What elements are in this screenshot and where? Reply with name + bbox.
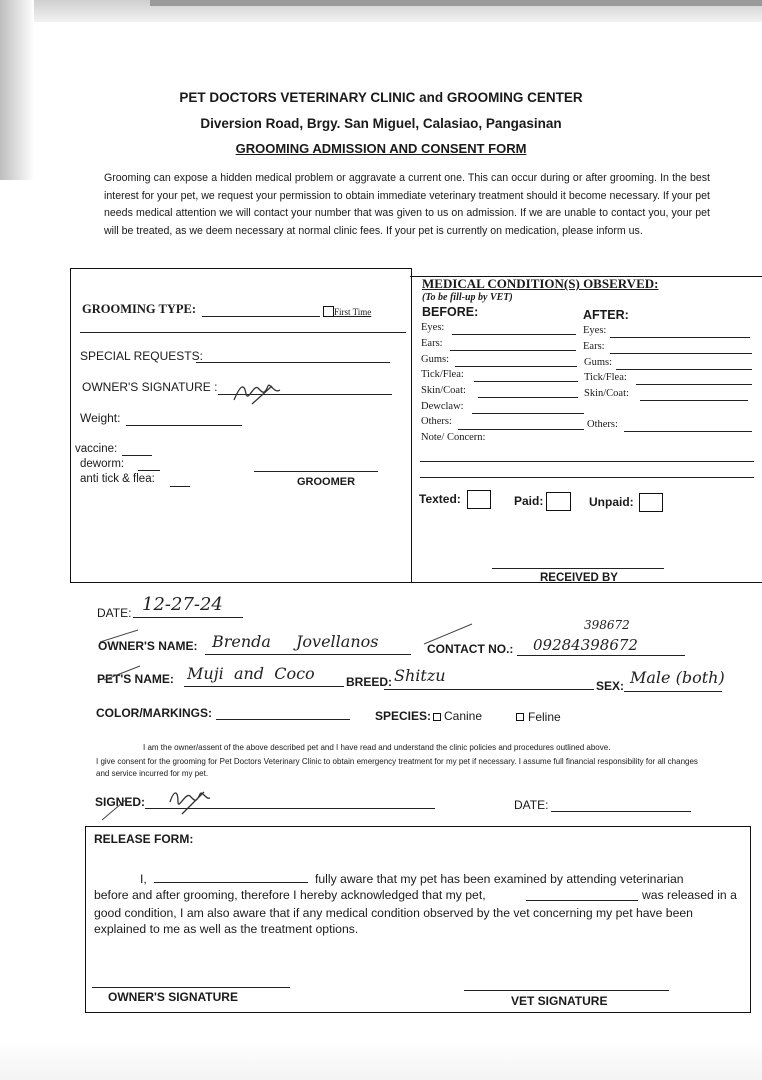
page-bottom-shade [0,1040,762,1080]
after-item: Ears: [583,341,605,352]
deworm-line[interactable] [138,470,160,471]
before-label: BEFORE: [422,305,479,319]
owner-first-name: Brenda [212,632,271,651]
vaccine-label: vaccine: [75,443,118,455]
grooming-type-label: GROOMING TYPE: [82,302,197,316]
owner-name-label: OWNER'S NAME: [98,639,198,653]
before-line[interactable] [452,334,576,335]
texted-checkbox[interactable] [467,490,491,509]
breed-value: Shitzu [394,666,446,685]
before-item: Skin/Coat: [421,385,466,396]
before-line[interactable] [474,381,578,382]
clinic-name: PET DOCTORS VETERINARY CLINIC and GROOMING CENTER [179,90,583,105]
after-line[interactable] [636,384,752,385]
weight-line[interactable] [126,425,242,426]
before-item: Ears: [421,338,443,349]
weight-label: Weight: [80,411,121,425]
note-line[interactable] [420,477,754,478]
sex-line[interactable] [624,691,722,692]
release-text-i: I, [140,872,147,886]
after-item: Tick/Flea: [584,372,627,383]
before-line[interactable] [450,350,576,351]
received-by-label: RECEIVED BY [540,572,618,584]
first-time-checkbox[interactable] [323,306,334,317]
release-owner-signature-line[interactable] [92,987,290,988]
release-text-2: fully aware that my pet has been examined by attending veterinarian [315,872,684,886]
canine-label: Canine [444,709,483,723]
release-pet-line[interactable] [526,900,638,901]
owner-signature-mark-2 [98,784,218,824]
feline-label: Feline [528,710,561,724]
release-owner-signature-label: OWNER'S SIGNATURE [108,990,238,1004]
before-item: Eyes: [421,322,445,333]
deworm-label: deworm: [80,458,125,470]
grooming-type-line[interactable] [202,316,320,317]
release-text-3: before and after grooming, therefore I hereby acknowledged that my pet, [94,888,486,902]
before-line[interactable] [472,413,584,414]
owner-signature-mark-1 [228,378,288,408]
species-label: SPECIES: [375,709,432,723]
page-edge-dark [150,0,762,6]
form-title: GROOMING ADMISSION AND CONSENT FORM [235,141,527,156]
before-item: Gums: [421,354,450,365]
antitick-label: anti tick & flea: [80,473,155,485]
after-line[interactable] [610,337,750,338]
after-item: Gums: [584,357,613,368]
release-title: RELEASE FORM: [94,832,194,846]
unpaid-checkbox[interactable] [639,493,663,512]
after-item: Others: [587,419,618,430]
contact-label: CONTACT NO.: [427,642,514,656]
consent-date-label: DATE: [514,798,549,812]
grooming-type-line-2[interactable] [80,332,406,333]
vet-signature-line[interactable] [464,990,669,991]
color-markings-label: COLOR/MARKINGS: [96,706,212,720]
canine-checkbox[interactable] [433,713,441,721]
contact-note: 398672 [584,618,630,632]
sex-value: Male (both) [630,668,725,687]
signed-label: SIGNED: [95,795,146,809]
paid-checkbox[interactable] [546,492,571,511]
groomer-label: GROOMER [297,476,356,488]
before-line[interactable] [458,429,584,430]
received-by-line[interactable] [492,568,664,569]
medical-subtitle: (To be fill-up by VET) [422,292,513,303]
before-line[interactable] [478,397,578,398]
release-name-line[interactable] [154,882,308,883]
after-line[interactable] [616,369,752,370]
sex-label: SEX: [596,679,625,693]
note-line[interactable] [420,461,754,462]
after-line[interactable] [610,353,752,354]
after-line[interactable] [640,400,748,401]
after-item: Eyes: [583,325,607,336]
release-text-5: good condition, I am also aware that if any medical condition observed by the vet concerning my pet have been explained to me as well as the treatment options. [94,906,693,936]
special-requests-label: SPECIAL REQUESTS: [80,349,203,363]
antitick-line[interactable] [170,486,190,487]
vet-signature-label: VET SIGNATURE [511,994,608,1008]
contact-strike-mark [420,620,480,650]
after-item: Skin/Coat: [584,388,629,399]
breed-line[interactable] [384,689,594,690]
paid-label: Paid: [514,494,544,508]
vaccine-line[interactable] [122,455,152,456]
date-value: 12-27-24 [142,594,223,615]
date-line[interactable] [133,617,243,618]
owner-last-name: Jovellanos [296,632,379,651]
feline-checkbox[interactable] [516,713,524,721]
contact-value: 09284398672 [533,636,638,654]
clinic-address: Diversion Road, Brgy. San Miguel, Calasiao, Pangasinan [200,116,562,131]
breed-label: BREED: [346,675,393,689]
owner-signature-label: OWNER'S SIGNATURE : [82,380,218,394]
pet-name-value: Muji and Coco [187,664,315,683]
before-item: Dewclaw: [421,401,464,412]
special-requests-line[interactable] [196,362,390,363]
unpaid-label: Unpaid: [589,495,634,509]
release-text-4: was released in a [642,888,737,902]
before-line[interactable] [455,366,577,367]
date-label: DATE: [97,606,132,620]
color-markings-line[interactable] [216,719,350,720]
contact-line[interactable] [517,655,685,656]
groomer-line[interactable] [254,471,378,472]
strike-marks [100,620,240,690]
consent-text-1: I am the owner/assent of the above described pet and I have read and understand the clinic policies and procedures outlined above. [143,743,611,752]
before-item: Tick/Flea: [421,369,464,380]
consent-text-2: I give consent for the grooming for Pet Doctors Veterinary Clinic to obtain emergency treatment for my pet if necessary. I assume full financial responsibility for all changes and service incurred for my pet. [96,757,698,778]
before-item: Others: [421,416,452,427]
note-concern-label: Note/ Concern: [421,432,486,443]
texted-label: Texted: [419,492,461,506]
intro-paragraph: Grooming can expose a hidden medical problem or aggravate a current one. This can occur during or after grooming. In the best interest for your pet, we request your permission to obtain immediate veterinary treatment should it become necessary. If your pet needs medical attention we will contact your number that was given to us on admission. If we are unable to contact you, your pet will be treated, as we deem necessary at normal clinic fees. If your pet is currently on medication, please inform us. [104,172,710,237]
consent-date-line[interactable] [551,811,691,812]
after-line[interactable] [624,431,752,432]
medical-title: MEDICAL CONDITION(S) OBSERVED: [422,276,659,291]
pet-name-label: PET'S NAME: [97,672,174,686]
first-time-label: First Time [334,307,372,317]
after-label: AFTER: [583,308,629,322]
